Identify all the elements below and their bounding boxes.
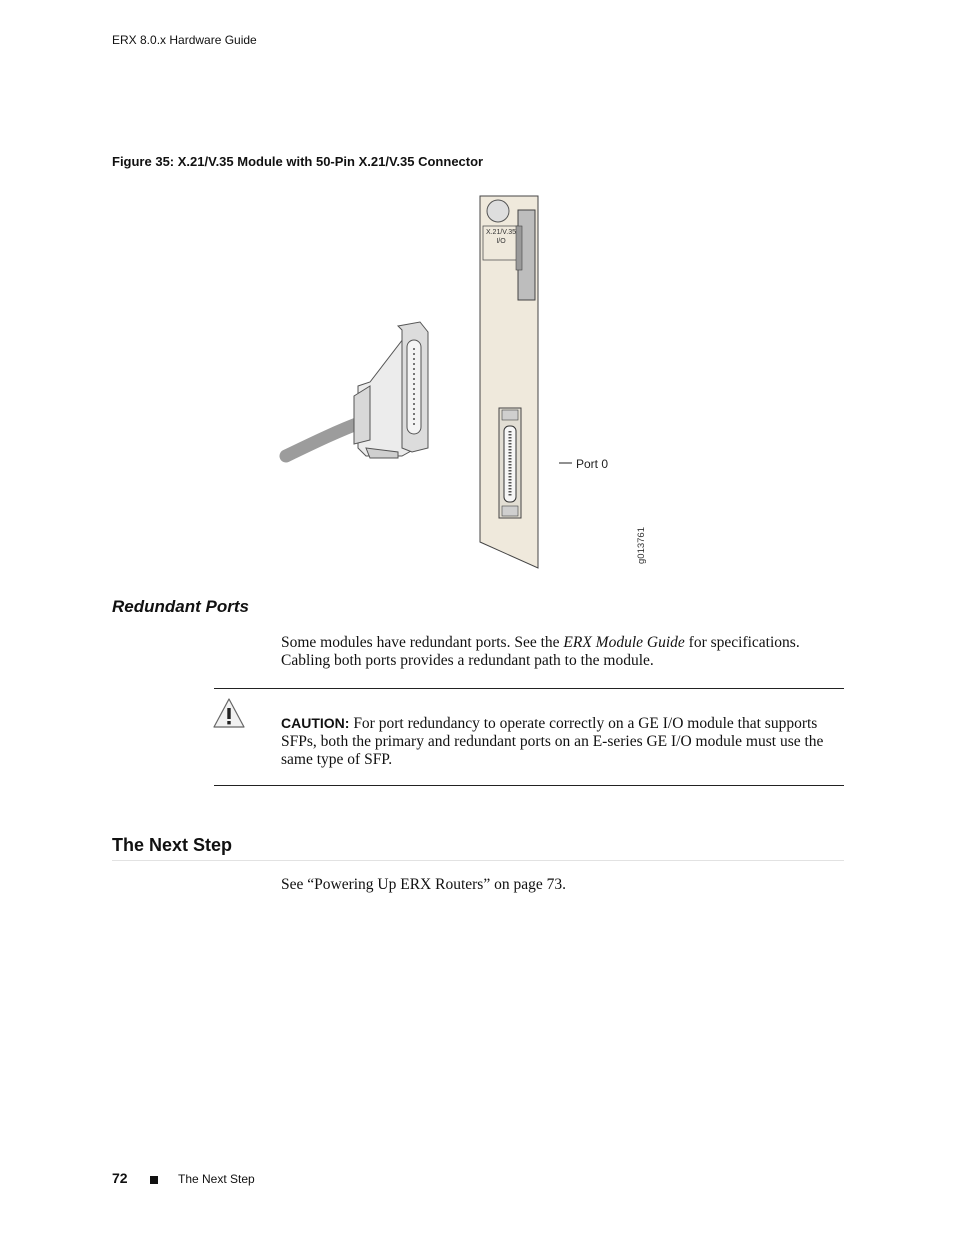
caution-rule-bottom <box>214 785 844 786</box>
para-text-part2: for specifications. Cabling both ports provides a redundant path to the module. <box>281 634 800 669</box>
module-label-line1: X.21/V.35 <box>485 229 517 236</box>
connector-50-pin <box>354 322 428 458</box>
caution-label: CAUTION: <box>281 715 350 731</box>
module-board <box>480 196 538 568</box>
module-diagram <box>270 190 690 575</box>
caution-text: For port redundancy to operate correctly on a GE I/O module that supports SFPs, both the primary and redundant ports on an E-series GE I/O module must use the same type of SFP. <box>281 715 824 768</box>
caution-icon <box>212 697 246 729</box>
cable <box>286 422 362 456</box>
heading-redundant-ports: Redundant Ports <box>112 597 249 616</box>
caution-note <box>281 714 851 769</box>
figure-caption: Figure 35: X.21/V.35 Module with 50-Pin X.21/V.35 Connector <box>112 154 484 169</box>
running-header: ERX 8.0.x Hardware Guide <box>112 33 257 47</box>
module-label-line2: I/O <box>496 238 506 245</box>
footer-section-title: The Next Step <box>178 1172 255 1186</box>
graphic-id: g013761 <box>636 527 647 564</box>
para-text-part1: Some modules have redundant ports. See the <box>281 634 564 651</box>
caution-rule-top <box>214 688 844 689</box>
section-rule <box>112 860 844 861</box>
footer-square-icon <box>150 1176 158 1184</box>
port-label: Port 0 <box>576 457 609 471</box>
heading-next-step: The Next Step <box>112 835 233 855</box>
footer-page-number: 72 <box>112 1170 128 1186</box>
next-step-paragraph: See “Powering Up ERX Routers” on page 73. <box>281 876 566 893</box>
port-0-connector <box>499 408 521 518</box>
ejector-screw <box>487 200 509 222</box>
figure-module-illustration <box>270 190 690 575</box>
module-guide-title: ERX Module Guide <box>563 634 685 651</box>
redundant-ports-paragraph <box>281 634 851 670</box>
